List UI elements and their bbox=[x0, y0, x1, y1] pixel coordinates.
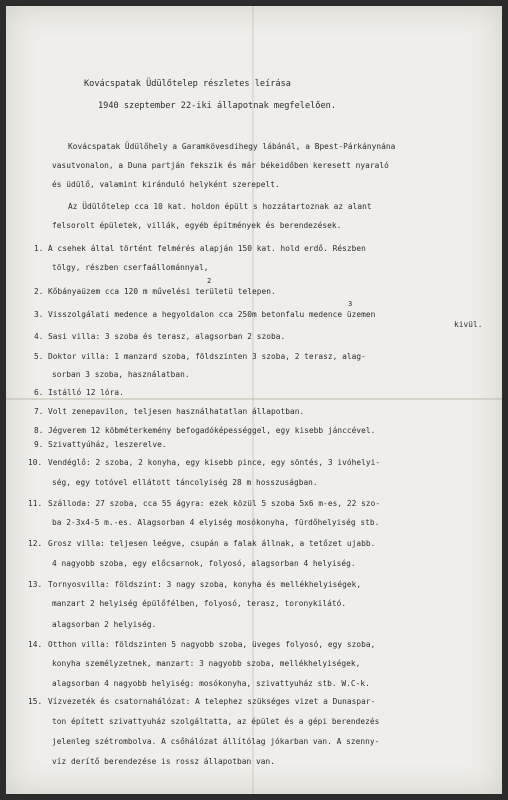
item-text: tölgy, részben cserfaállománnyal, bbox=[52, 263, 209, 272]
item-text: 4 nagyobb szoba, egy előcsarnok, folyosó, alagsorban 4 helyiség. bbox=[52, 559, 356, 568]
document-subtitle: 1940 szeptember 22-iki állapotnak megfelelően. bbox=[98, 101, 336, 111]
item-text: Istálló 12 lóra. bbox=[48, 388, 124, 397]
item-text: Jégverem 12 köbméterkemény befogadóképességgel, egy kisebb jánccével. bbox=[48, 426, 376, 435]
item-text: alagsorban 4 nagyobb helyiség: mosókonyha, szivattyuház stb. W.C-k. bbox=[52, 679, 370, 688]
item-number: 4. bbox=[34, 332, 44, 341]
list-item bbox=[34, 440, 167, 449]
list-item bbox=[34, 407, 304, 416]
item-text: Volt zenepavilon, teljesen használhatatlan állapotban. bbox=[48, 407, 305, 416]
item-number: 12. bbox=[28, 539, 43, 548]
item-number: 9. bbox=[34, 440, 44, 449]
item-number: 15. bbox=[28, 697, 43, 706]
list-item bbox=[34, 244, 366, 253]
item-text: Vendéglő: 2 szoba, 2 konyha, egy kisebb pince, egy söntés, 3 ivóhelyi- bbox=[48, 458, 381, 467]
item-text: Sasi villa: 3 szoba és terasz, alagsorban 2 szoba. bbox=[48, 332, 286, 341]
list-item bbox=[28, 499, 380, 508]
item-text: alagsorban 2 helyiség. bbox=[52, 620, 157, 629]
item-text: A csehek által történt felmérés alapján 150 kat. hold erdő. Részben bbox=[48, 244, 366, 253]
item-number: 11. bbox=[28, 499, 43, 508]
fold-crease-vertical bbox=[252, 6, 254, 794]
list-item bbox=[28, 458, 380, 467]
item-number: 14. bbox=[28, 640, 43, 649]
item-text: Visszolgálati medence a hegyoldalon cca 250m betonfalu medence üzemen bbox=[48, 310, 376, 319]
item-number: 5. bbox=[34, 352, 44, 361]
item-text: víz derítő berendezése is rossz állapotban van. bbox=[52, 757, 275, 766]
list-item bbox=[34, 332, 285, 341]
list-item bbox=[28, 697, 375, 706]
item-text: jelenleg szétrombolva. A csőhálózat állítólag jókarban van. A szenny- bbox=[52, 737, 380, 746]
item-text: Szivattyúház, leszerelve. bbox=[48, 440, 167, 449]
item-number: 10. bbox=[28, 458, 43, 467]
item-number: 2. bbox=[34, 287, 44, 296]
item-text: Doktor villa: 1 manzard szoba, földszinten 3 szoba, 2 terasz, alag- bbox=[48, 352, 366, 361]
item-text: ba 2-3x4-5 m.-es. Alagsorban 4 elyiség mosókonyha, fürdőhelyiség stb. bbox=[52, 518, 380, 527]
item-text: Vízvezeték és csatornahálózat: A telephez szükséges vizet a Dunaspar- bbox=[48, 697, 376, 706]
intro-line: felsorolt épületek, villák, egyéb építmények és berendezések. bbox=[52, 221, 342, 230]
document-page bbox=[6, 6, 502, 794]
item-text: kivül. bbox=[454, 320, 483, 329]
list-item bbox=[34, 287, 276, 296]
list-item bbox=[28, 640, 375, 649]
intro-line: Az Üdülőtelep cca 10 kat. holdon épült s hozzátartoznak az alant bbox=[68, 202, 372, 211]
document-title: Kovácspatak Üdülőtelep részletes leírása bbox=[84, 79, 291, 89]
item-number: 13. bbox=[28, 580, 43, 589]
item-text: konyha személyzetnek, manzart: 3 nagyobb szoba, mellékhelyiségek, bbox=[52, 659, 361, 668]
item-text: Otthon villa: földszinten 5 nagyobb szoba, üveges folyosó, egy szoba, bbox=[48, 640, 376, 649]
item-text: manzart 2 helyiség épülőfélben, folyosó, terasz, toronykilátó. bbox=[52, 599, 347, 608]
item-text: Grosz villa: teljesen leégve, csupán a falak állnak, a tetőzet ujabb. bbox=[48, 539, 376, 548]
list-item bbox=[34, 352, 366, 361]
item-text: Tornyosvilla: földszint: 3 nagy szoba, konyha és mellékhelyiségek, bbox=[48, 580, 362, 589]
list-item bbox=[28, 539, 375, 548]
fold-crease-horizontal bbox=[6, 398, 502, 400]
list-item bbox=[28, 580, 361, 589]
item-text: Kőbányaüzem cca 120 m művelési területü telepen. bbox=[48, 287, 276, 296]
item-text: sorban 3 szoba, használatban. bbox=[52, 370, 190, 379]
superscript: 3 bbox=[348, 300, 353, 308]
intro-line: vasutvonalon, a Duna partján fekszik és már békeidőben keresett nyaraló bbox=[52, 161, 389, 170]
intro-line: Kovácspatak Üdülőhely a Garamkövesdihegy lábánál, a Bpest-Párkánynána bbox=[68, 142, 396, 151]
list-item bbox=[34, 388, 124, 397]
item-number: 7. bbox=[34, 407, 44, 416]
item-number: 8. bbox=[34, 426, 44, 435]
list-item bbox=[34, 426, 375, 435]
item-text: Szálloda: 27 szoba, cca 55 ágyra: ezek közül 5 szoba 5x6 m-es, 22 szo- bbox=[48, 499, 381, 508]
item-text: ton épített szivattyuház szolgáltatta, az épület és a gépi berendezés bbox=[52, 717, 380, 726]
item-number: 3. bbox=[34, 310, 44, 319]
item-text: ség, egy totóvel ellátott táncolyiség 28 m hosszuságban. bbox=[52, 478, 318, 487]
intro-line: és üdülő, valamint kiránduló helyként szerepelt. bbox=[52, 180, 280, 189]
item-number: 1. bbox=[34, 244, 44, 253]
superscript: 2 bbox=[207, 277, 212, 285]
item-number: 6. bbox=[34, 388, 44, 397]
list-item bbox=[34, 310, 375, 319]
